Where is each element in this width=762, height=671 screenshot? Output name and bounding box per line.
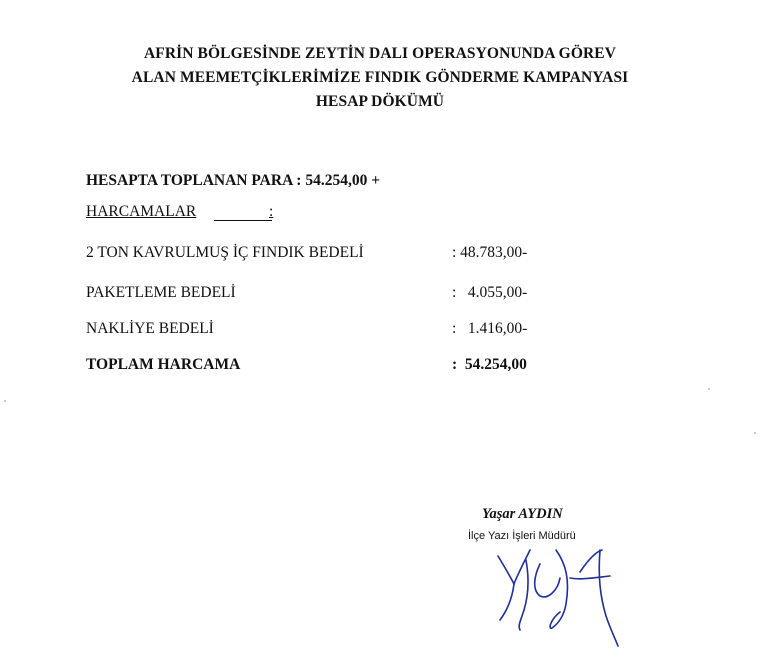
expense-label: NAKLİYE BEDELİ [86, 320, 214, 337]
expense-row [86, 320, 528, 338]
total-label: TOPLAM HARCAMA [86, 356, 241, 373]
signer-name: Yaşar AYDIN [482, 506, 563, 522]
scan-speck [708, 388, 710, 390]
expense-row [86, 244, 528, 262]
handwritten-signature-icon [470, 520, 650, 650]
expense-value: : 4.055,00- [452, 284, 528, 301]
expense-label: PAKETLEME BEDELİ [86, 284, 236, 301]
expense-value: : 48.783,00- [452, 244, 528, 261]
collected-amount: HESAPTA TOPLANAN PARA : 54.254,00 + [86, 172, 381, 189]
title-line-3: HESAP DÖKÜMÜ [315, 93, 445, 110]
scan-speck [4, 400, 6, 402]
scan-speck [754, 432, 756, 434]
document-title [80, 42, 680, 114]
title-line-1: AFRİN BÖLGESİNDE ZEYTİN DALI OPERASYONUNDA GÖREV [143, 45, 617, 62]
expenses-heading-colon: : [269, 203, 274, 220]
signer-title: İlçe Yazı İşleri Müdürü [468, 530, 576, 542]
expense-value: : 1.416,00- [452, 320, 528, 337]
total-value: : 54.254,00 [452, 356, 527, 373]
heading-underline [214, 220, 272, 221]
title-line-2: ALAN MEEMETÇİKLERİMİZE FINDIK GÖNDERME KAMPANYASI [131, 69, 629, 86]
expense-row [86, 284, 528, 302]
total-row [86, 356, 527, 374]
expense-label: 2 TON KAVRULMUŞ İÇ FINDIK BEDELİ [86, 244, 364, 261]
expenses-heading [86, 203, 274, 221]
expenses-heading-label: HARCAMALAR [86, 203, 197, 220]
